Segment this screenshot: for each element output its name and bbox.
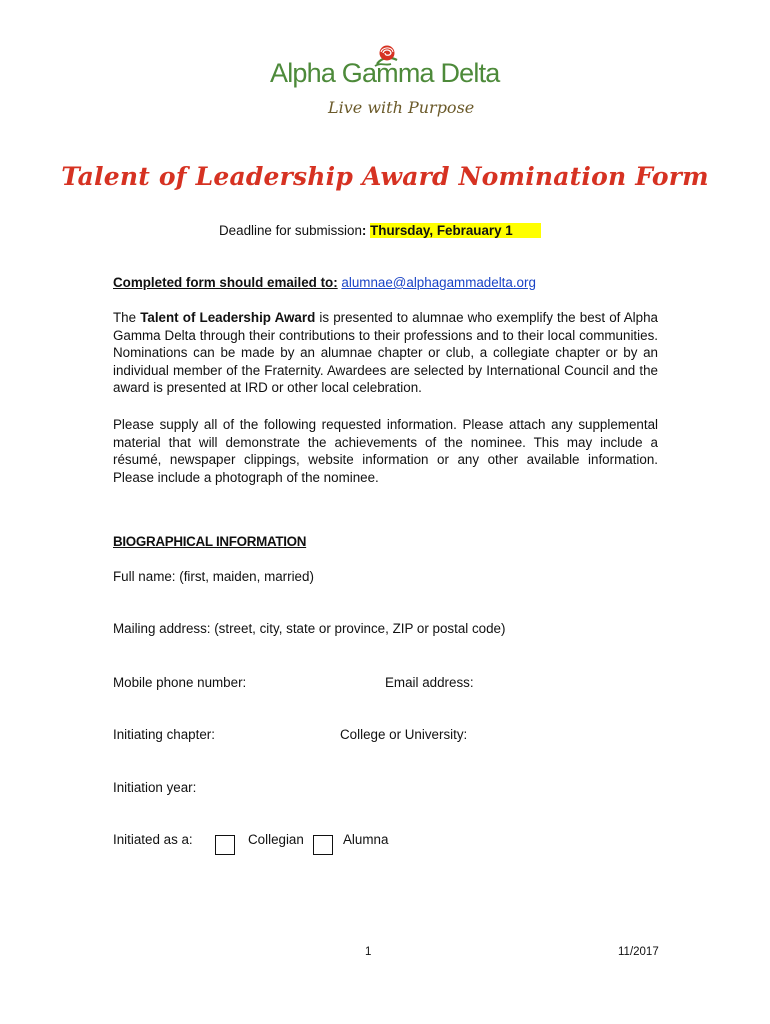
deadline-label: Deadline for submission (219, 223, 362, 238)
mailing-address-label: Mailing address: (street, city, state or province, ZIP or postal code) (113, 621, 506, 636)
email-address-label: Email address: (385, 675, 474, 690)
award-description (113, 309, 658, 397)
college-label: College or University: (340, 727, 468, 742)
alumna-option-label: Alumna (343, 832, 389, 847)
award-name: Talent of Leadership Award (140, 310, 316, 325)
revision-date: 11/2017 (618, 946, 659, 958)
full-name-label: Full name: (first, maiden, married) (113, 569, 314, 584)
alumna-checkbox[interactable] (313, 835, 333, 855)
logo-tagline: Live with Purpose (328, 98, 475, 117)
initiated-as-label: Initiated as a: (113, 832, 193, 847)
initiating-chapter-label: Initiating chapter: (113, 727, 215, 742)
deadline-colon: : (361, 223, 367, 238)
deadline-value: Thursday, Febrauary 1 (370, 223, 541, 238)
deadline-line (219, 223, 541, 238)
email-instruction-label: Completed form should emailed to: (113, 275, 338, 290)
submission-email-line (113, 275, 536, 290)
submission-email-link[interactable]: alumnae@alphagammadelta.org (341, 275, 536, 290)
logo-wordmark: Alpha Gamma Delta (270, 58, 500, 88)
collegian-option-label: Collegian (248, 832, 304, 847)
mobile-phone-label: Mobile phone number: (113, 675, 247, 690)
collegian-checkbox[interactable] (215, 835, 235, 855)
instructions-paragraph: Please supply all of the following requested information. Please attach any supplemental material that will demonstrate the achievements of the nominee. This may include a résumé, newspaper clippings, website information or any other available information. Please include a photograph of the nominee. (113, 417, 658, 485)
intro-post: is presented to alumnae who exemplify the best of Alpha Gamma Delta through their contributions to their professions and to their local communities. Nominations can be made by an alumnae chapter or club, a collegiate chapter or by an individual member of the Fraternity. Awardees are selected by International Council and the award is presented at IRD or other local celebration. (113, 310, 658, 396)
form-title: Talent of Leadership Award Nomination Form (61, 162, 709, 191)
page-number: 1 (365, 946, 372, 958)
intro-pre: The (113, 310, 141, 325)
alpha-gamma-delta-logo (262, 40, 512, 126)
initiation-year-label: Initiation year: (113, 780, 197, 795)
biographical-heading: BIOGRAPHICAL INFORMATION (113, 534, 307, 549)
